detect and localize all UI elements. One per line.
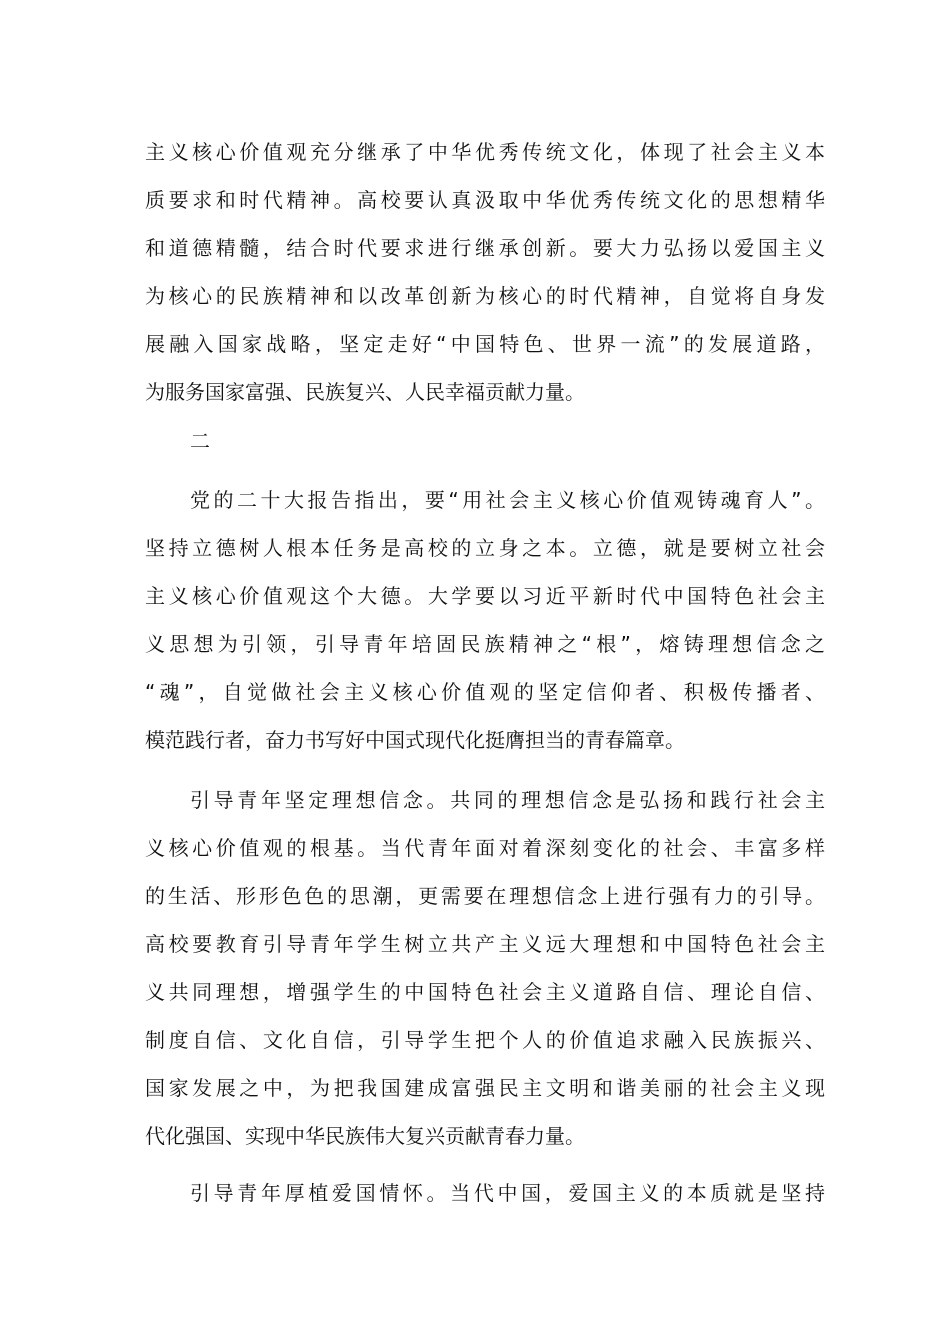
text-line: 义核心价值观的根基。当代青年面对着深刻变化的社会、丰富多样	[145, 836, 825, 860]
text-line: 的生活、形形色色的思潮，更需要在理想信念上进行强有力的引导。	[145, 884, 825, 908]
section-heading: 二	[190, 429, 210, 453]
text-line: 党的二十大报告指出，要“用社会主义核心价值观铸魂育人”。	[190, 488, 825, 512]
text-line: 国家发展之中，为把我国建成富强民主文明和谐美丽的社会主义现	[145, 1076, 825, 1100]
text-line: 代化强国、实现中华民族伟大复兴贡献青春力量。	[145, 1124, 585, 1148]
text-line: 坚持立德树人根本任务是高校的立身之本。立德，就是要树立社会	[145, 536, 825, 560]
text-line: “魂”，自觉做社会主义核心价值观的坚定信仰者、积极传播者、	[145, 680, 825, 704]
text-line: 高校要教育引导青年学生树立共产主义远大理想和中国特色社会主	[145, 932, 825, 956]
text-line: 义共同理想，增强学生的中国特色社会主义道路自信、理论自信、	[145, 980, 825, 1004]
text-line: 模范践行者，奋力书写好中国式现代化挺膺担当的青春篇章。	[145, 728, 685, 752]
text-line: 为服务国家富强、民族复兴、人民幸福贡献力量。	[145, 380, 585, 404]
text-line: 展融入国家战略，坚定走好“中国特色、世界一流”的发展道路，	[145, 332, 825, 356]
text-line: 为核心的民族精神和以改革创新为核心的时代精神，自觉将自身发	[145, 284, 825, 308]
text-line: 制度自信、文化自信，引导学生把个人的价值追求融入民族振兴、	[145, 1028, 825, 1052]
text-line: 义思想为引领，引导青年培固民族精神之“根”，熔铸理想信念之	[145, 632, 825, 656]
text-line: 主义核心价值观充分继承了中华优秀传统文化，体现了社会主义本	[145, 140, 825, 164]
text-line: 引导青年坚定理想信念。共同的理想信念是弘扬和践行社会主	[190, 788, 825, 812]
text-line: 主义核心价值观这个大德。大学要以习近平新时代中国特色社会主	[145, 584, 825, 608]
text-line: 质要求和时代精神。高校要认真汲取中华优秀传统文化的思想精华	[145, 188, 825, 212]
text-line: 和道德精髓，结合时代要求进行继承创新。要大力弘扬以爱国主义	[145, 236, 825, 260]
text-line: 引导青年厚植爱国情怀。当代中国，爱国主义的本质就是坚持	[190, 1181, 825, 1205]
